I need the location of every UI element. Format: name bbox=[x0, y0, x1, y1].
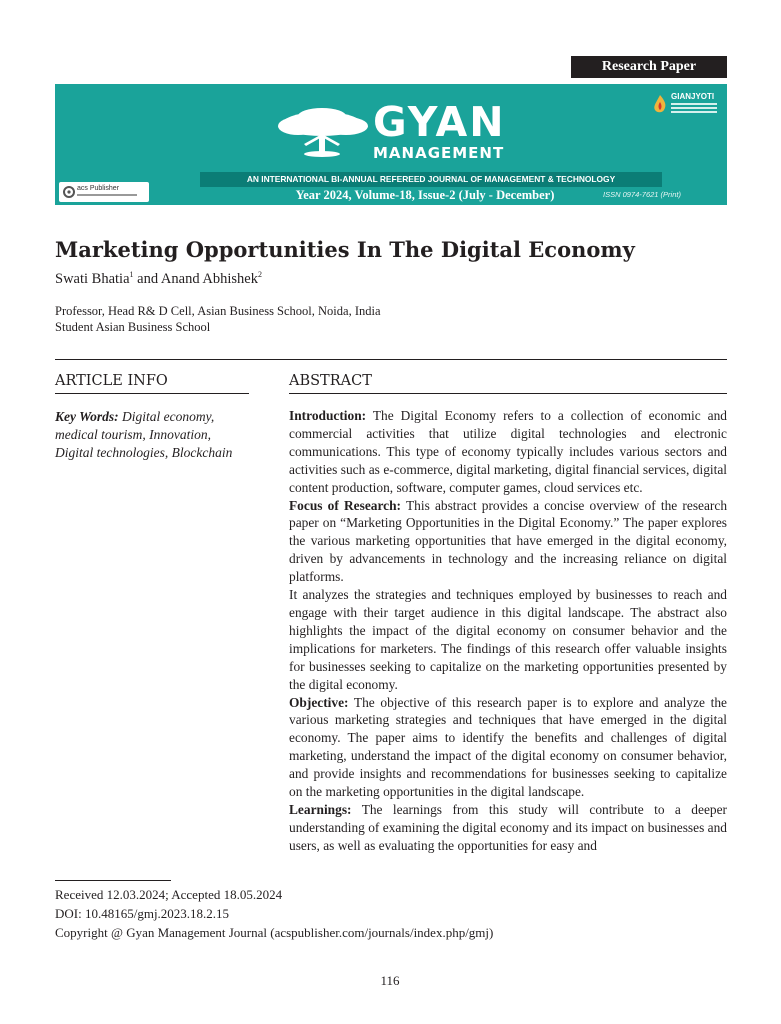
intro-text: The Digital Economy refers to a collection of economic and commercial activities that utilize digital technologies and electronic communications. This type of economy typically includes various sectors and activities such as e-commerce, digital marketing, digital financial services, digital content production, software, computer games, cloud services etc. bbox=[289, 408, 727, 495]
abstract-focus bbox=[289, 497, 727, 587]
flame-logo-icon bbox=[651, 94, 669, 114]
journal-subname: MANAGEMENT bbox=[373, 144, 505, 162]
gianjyoti-logo bbox=[651, 92, 721, 126]
intro-label: Introduction: bbox=[289, 408, 367, 423]
objective-label: Objective: bbox=[289, 694, 349, 710]
right-logo-text: GIANJYOTI bbox=[671, 92, 715, 101]
article-info-rule bbox=[55, 393, 249, 394]
copyright: Copyright @ Gyan Management Journal (acspublisher.com/journals/index.php/gmj) bbox=[55, 925, 494, 940]
abstract-rule bbox=[289, 393, 727, 394]
author-1: Swati Bhatia bbox=[55, 270, 130, 287]
objective-text: The objective of this research paper is to explore and analyze the various marketing strategies and techniques that have emerged in the digital economy. The paper aims to identify the benefits and challenges of digital marketing, understand the impact of the digital economy on consumer behavior, and provide insights and recommendations for businesses seeking to capitalize on the marketing opportunities in the digital landscape. bbox=[289, 694, 727, 800]
affiliation-2: Student Asian Business School bbox=[55, 320, 211, 334]
abstract-heading: ABSTRACT bbox=[289, 373, 372, 389]
publisher-gear-icon bbox=[62, 185, 76, 199]
learnings-text: The learnings from this study will contribute to a deeper understanding of examining the digital economy and its impact on businesses and users, as well as evaluating the opportunities for easy and bbox=[289, 801, 727, 853]
keywords-label: Key Words: bbox=[55, 409, 119, 424]
author-2: Anand Abhishek bbox=[160, 270, 258, 287]
keywords-text: Digital economy, medical tourism, Innovation, Digital technologies, Blockchain bbox=[55, 409, 233, 460]
author-conjunction: and bbox=[133, 270, 161, 287]
publisher-logo-text: acs Publisher bbox=[77, 185, 120, 192]
journal-banner bbox=[55, 84, 727, 205]
journal-name: GYAN bbox=[373, 98, 506, 146]
abstract-introduction bbox=[289, 407, 727, 497]
journal-strapline: AN INTERNATIONAL BI-ANNUAL REFEREED JOURNAL OF MANAGEMENT & TECHNOLOGY bbox=[200, 172, 662, 187]
author-2-affil: 2 bbox=[257, 270, 262, 279]
abstract-objective bbox=[289, 694, 727, 801]
logo-tagline bbox=[671, 103, 717, 115]
page-number: 116 bbox=[380, 973, 400, 988]
affiliation-1: Professor, Head R& D Cell, Asian Business School, Noida, India bbox=[55, 304, 381, 318]
article-type-badge: Research Paper bbox=[571, 56, 727, 78]
issue-info: Year 2024, Volume-18, Issue-2 (July - December) bbox=[295, 188, 555, 202]
focus-label: Focus of Research: bbox=[289, 497, 402, 513]
abstract-learnings bbox=[289, 801, 727, 855]
keywords bbox=[55, 408, 245, 462]
learnings-label: Learnings: bbox=[289, 801, 352, 817]
received-dates: Received 12.03.2024; Accepted 18.05.2024 bbox=[55, 887, 283, 902]
doi: DOI: 10.48165/gmj.2023.18.2.15 bbox=[55, 906, 230, 921]
footnote-rule bbox=[55, 880, 171, 881]
tree-logo-icon bbox=[268, 104, 376, 164]
author-list bbox=[55, 270, 262, 288]
issn: ISSN 0974-7621 (Print) bbox=[603, 190, 681, 199]
article-info-heading: ARTICLE INFO bbox=[55, 373, 168, 389]
abstract-analysis: It analyzes the strategies and techniques employed by businesses to reach and engage with their target audience in this digital landscape. The abstract also highlights the impact of the digital economy on consumer behavior and the implications for marketers. The findings of this research offer valuable insights for businesses seeking to capitalize on the marketing opportunities presented by the digital economy. bbox=[289, 587, 727, 692]
abstract-body bbox=[289, 407, 727, 855]
focus-text: This abstract provides a concise overview of the research paper on “Marketing Opportunities in the Digital Economy.” The paper explores the various marketing opportunities that have emerged in the digital economy, driven by advancements in technology and the increasing reliance on digital platforms. bbox=[289, 497, 728, 585]
section-divider bbox=[55, 359, 727, 360]
publisher-logo bbox=[59, 182, 149, 202]
article-title: Marketing Opportunities In The Digital Economy bbox=[55, 237, 635, 262]
author-1-affil: 1 bbox=[129, 270, 134, 279]
publisher-logo-sub bbox=[77, 194, 137, 196]
